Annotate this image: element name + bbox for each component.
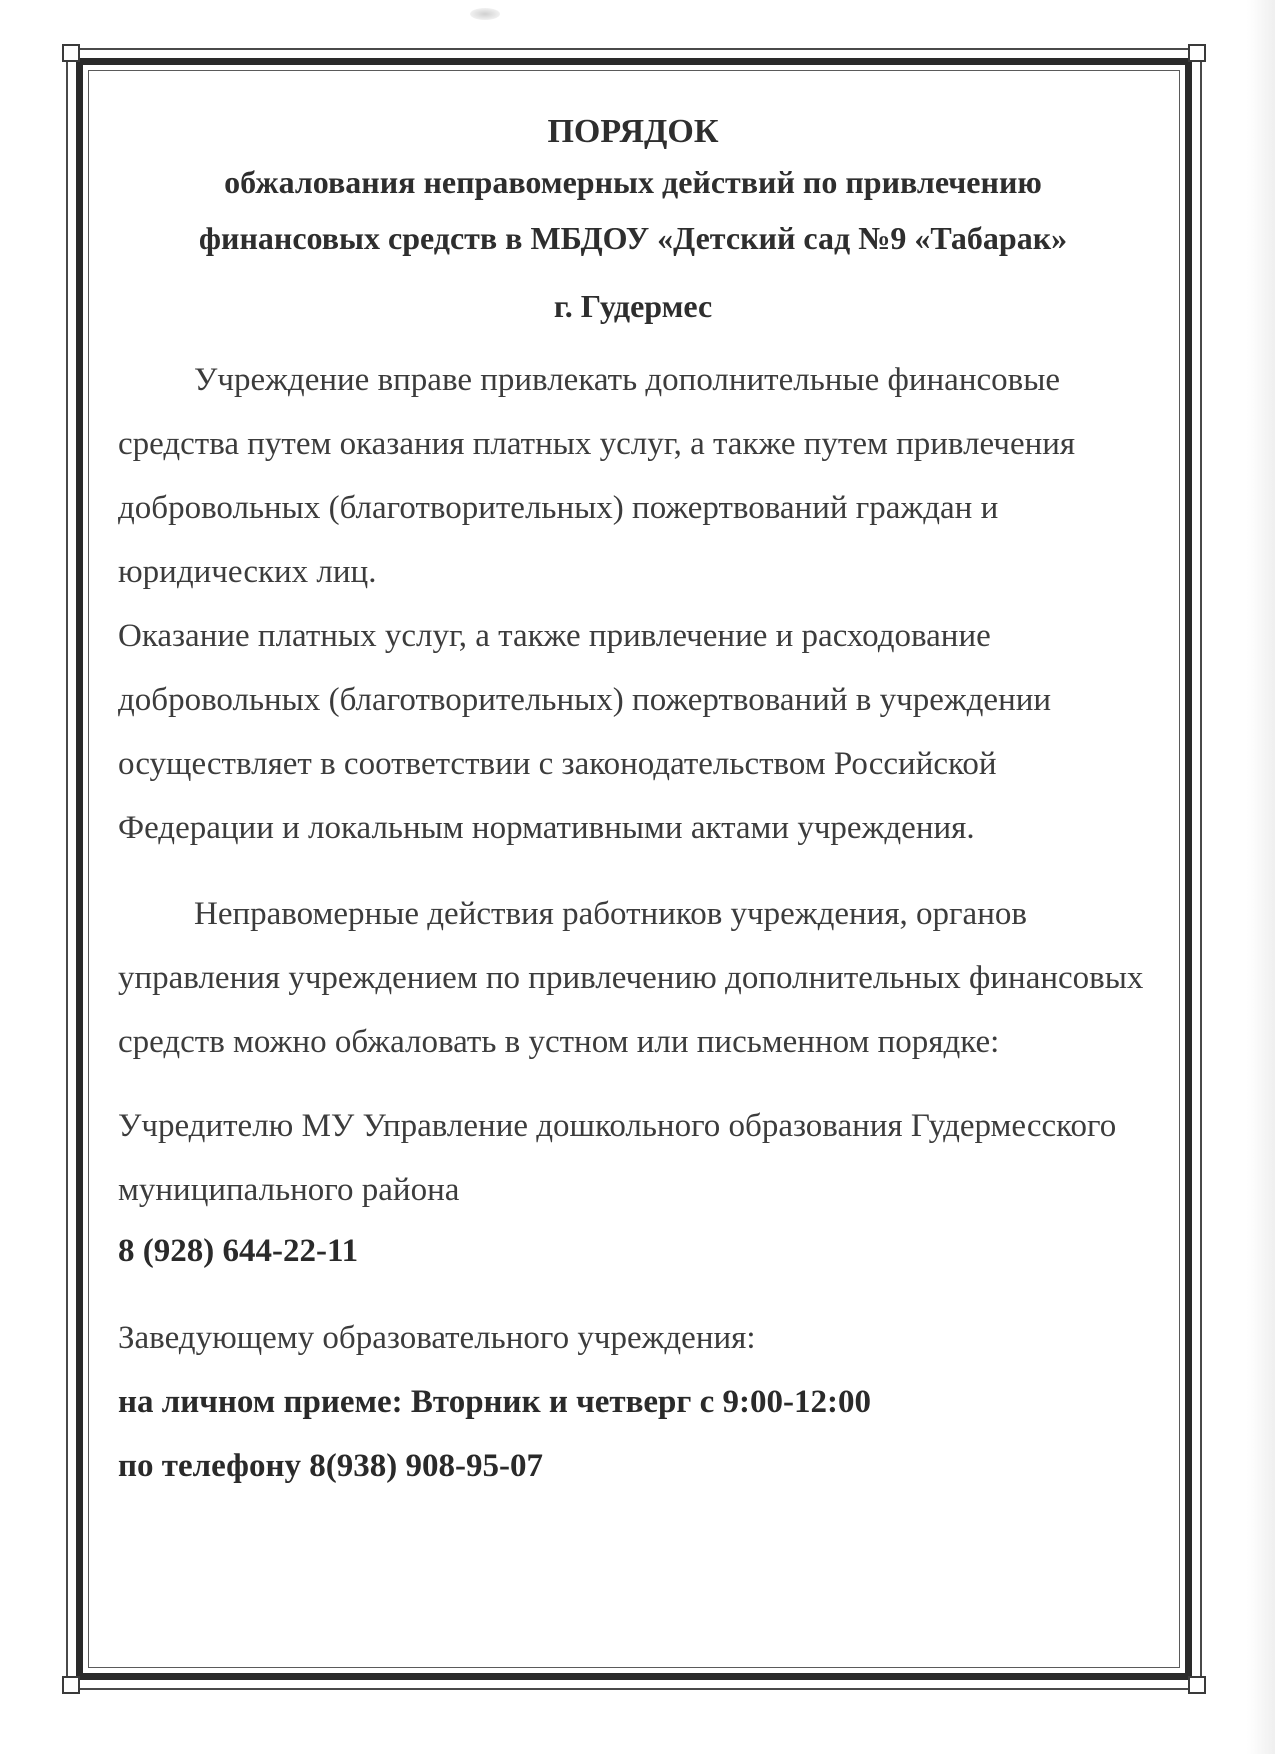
frame-corner-bottom-left <box>62 1676 80 1694</box>
frame-corner-bottom-right <box>1188 1676 1206 1694</box>
paragraph-paid-services: Оказание платных услуг, а также привлечение и расходование добровольных (благотворительных) пожертвований в учреждении осуществляет в соответствии с законодательством Российской Федерации и локальным нормативными актами учреждения. <box>118 618 1052 846</box>
document-city: г. Гудермес <box>553 288 713 324</box>
frame-corner-top-right <box>1188 44 1206 62</box>
document-title: ПОРЯДОК <box>547 113 719 150</box>
founder-contact: Учредителю МУ Управление дошкольного образования Гудермесского муниципального района <box>118 1108 1117 1208</box>
document-body <box>118 110 1148 1498</box>
document-subtitle-line1: обжалования неправомерных действий по привлечению <box>224 164 1042 200</box>
paragraph-funding: Учреждение вправе привлекать дополнительные финансовые средства путем оказания платных услуг, а также путем привлечения добровольных (благотворительных) пожертвований граждан и юридических лиц. <box>118 362 1076 590</box>
scan-edge-shading <box>1247 0 1275 1754</box>
document-subtitle-line2: финансовых средств в МБДОУ «Детский сад №9 «Табарак» <box>198 220 1068 256</box>
founder-phone: 8 (928) 644-22-11 <box>118 1233 359 1269</box>
head-contact: Заведующему образовательного учреждения: <box>118 1320 756 1356</box>
reception-hours: на личном приеме: Вторник и четверг с 9:00-12:00 <box>118 1384 871 1420</box>
paragraph-complaints: Неправомерные действия работников учреждения, органов управления учреждением по привлечению дополнительных финансовых средств можно обжаловать в устном или письменном порядке: <box>118 896 1144 1060</box>
frame-corner-top-left <box>62 44 80 62</box>
scan-smudge <box>470 8 500 20</box>
head-phone: по телефону 8(938) 908-95-07 <box>118 1448 543 1484</box>
